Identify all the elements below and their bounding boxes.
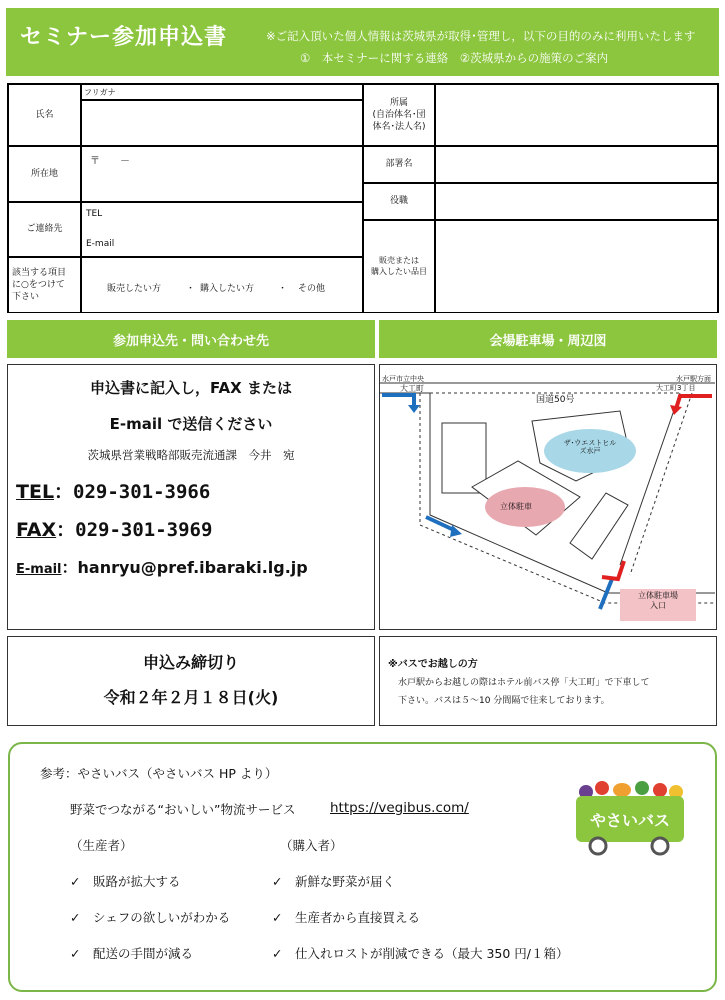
applicable-line1: 該当する項目 <box>12 267 67 278</box>
producer-item <box>70 872 181 890</box>
yasai-bus-logo-text: やさいバス <box>589 811 670 830</box>
applicable-label-cell <box>8 257 81 313</box>
fax-number-label: FAX <box>16 519 57 541</box>
department-label-cell <box>363 146 435 183</box>
fax-number[interactable]: ：029-301-3969 <box>56 519 213 541</box>
address-label-cell <box>8 146 81 202</box>
application-form <box>7 83 719 313</box>
tel-label: TEL <box>86 209 103 219</box>
contact-instruction-2: E-mail で送信ください <box>109 415 273 433</box>
postal-mark: 〒 － <box>90 156 130 167</box>
deadline-box <box>7 636 375 726</box>
department-field[interactable] <box>435 146 718 183</box>
map-box <box>379 364 717 630</box>
contact-label: ご連絡先 <box>26 224 63 235</box>
privacy-purposes: ① 本セミナーに関する連絡 ②茨城県からの施策のご案内 <box>300 51 609 65</box>
deadline-title: 申込み締切り <box>142 653 239 672</box>
applicable-line2: に○をつけて <box>12 279 65 290</box>
email-label: E-mail <box>86 239 115 249</box>
option-sell[interactable]: 販売したい方 <box>107 284 162 294</box>
email-address-label: E-mail <box>16 562 62 577</box>
products-field[interactable] <box>435 220 718 313</box>
name-field[interactable] <box>81 100 363 146</box>
affiliation-line3: 体名･法人名) <box>372 122 426 133</box>
bus-line2: 下さい。バスは５～10 分間隔で往来しております。 <box>398 696 610 706</box>
buyer-item <box>272 908 420 926</box>
contact-instruction-1: 申込書に記入し，FAX または <box>90 379 292 397</box>
reference-box <box>8 742 717 992</box>
department-label: 部署名 <box>385 159 413 170</box>
position-label-cell <box>363 183 435 220</box>
producer-item-text: 販路が拡大する <box>93 874 181 889</box>
bus-line1: 水戸駅からお越しの際はホテル前バス停「大工町」で下車して <box>398 678 650 688</box>
map-label-daikumachi: 大工町 <box>400 384 424 393</box>
entrance-label-line1: 立体駐車場 <box>638 591 678 600</box>
map-section-header: 会場駐車場・周辺図 <box>379 320 717 358</box>
affiliation-label-cell <box>363 84 435 146</box>
map-label-left: 水戸市立中央 <box>382 375 424 383</box>
furigana-label: フリガナ <box>84 88 116 97</box>
producers-header: （生産者） <box>70 838 133 853</box>
check-icon: ✓ <box>70 946 81 961</box>
check-icon: ✓ <box>272 910 283 925</box>
address-label: 所在地 <box>30 168 58 179</box>
producer-item-text: 配送の手間が減る <box>93 946 194 961</box>
building <box>570 493 628 559</box>
deadline-date: 令和２年２月１８日(火) <box>103 688 279 707</box>
parking-label: 立体駐車 <box>500 502 532 511</box>
contact-field[interactable] <box>81 202 363 257</box>
bus-info-box <box>379 636 717 726</box>
option-buy[interactable]: 購入したい方 <box>200 284 255 294</box>
blue-arrow-icon <box>600 579 612 609</box>
name-label: 氏名 <box>35 109 54 120</box>
bus-title: ※バスでお越しの方 <box>388 659 478 670</box>
map-label-right: 大工町3丁目 <box>656 384 696 392</box>
buyer-item <box>272 872 395 890</box>
buyer-item <box>272 944 569 962</box>
position-field[interactable] <box>435 183 718 220</box>
reference-url[interactable]: https://vegibus.com/ <box>330 800 469 816</box>
privacy-note: ※ご記入頂いた個人情報は茨城県が取得･管理し，以下の目的のみに利用いたします <box>266 29 696 43</box>
reference-title: 参考：やさいバス（やさいバス HP より） <box>40 766 278 781</box>
email-address[interactable]: ：hanryu@pref.ibaraki.lg.jp <box>61 558 308 577</box>
buyer-item-text: 仕入れロストが削減できる（最大 350 円/１箱） <box>295 946 569 961</box>
furigana-field[interactable] <box>81 84 363 100</box>
map-label-right-top: 水戸駅方面 <box>676 375 711 383</box>
contact-section-header: 参加申込先・問い合わせ先 <box>7 320 375 358</box>
tel-number-label: TEL <box>16 481 55 503</box>
products-line1: 販売または <box>379 255 419 265</box>
hotel-label <box>554 439 626 456</box>
map-road-label: 国道50号 <box>536 395 575 405</box>
option-dot: ・ <box>186 284 196 294</box>
producer-item-text: シェフの欲しいがわかる <box>93 910 231 925</box>
option-other[interactable]: その他 <box>298 284 326 294</box>
entrance-label <box>620 591 696 612</box>
check-icon: ✓ <box>272 874 283 889</box>
producer-item <box>70 944 193 962</box>
hotel-label-line2: ズ水戸 <box>579 447 601 456</box>
contact-box <box>7 364 375 630</box>
buyers-header: （購入者） <box>280 838 343 853</box>
option-dot: ・ <box>278 284 288 294</box>
buyer-item-text: 新鮮な野菜が届く <box>295 874 396 889</box>
hotel-label-line1: ザ･ウエストヒル <box>563 439 617 447</box>
affiliation-line1: 所属 <box>389 97 408 108</box>
reference-tagline: 野菜でつながる“おいしい”物流サービス <box>70 802 296 817</box>
affiliation-line2: (自治体名･団 <box>372 109 426 120</box>
entrance-label-line2: 入口 <box>650 601 666 611</box>
check-icon: ✓ <box>70 874 81 889</box>
affiliation-field[interactable] <box>435 84 718 146</box>
address-field[interactable] <box>81 146 363 202</box>
producer-item <box>70 908 230 926</box>
contact-label-cell <box>8 202 81 257</box>
contact-department: 茨城県営業戦略部販売流通課 今井 宛 <box>87 448 295 462</box>
check-icon: ✓ <box>272 946 283 961</box>
buyer-item-text: 生産者から直接買える <box>295 910 421 925</box>
position-label: 役職 <box>389 196 408 207</box>
form-title: セミナー参加申込書 <box>20 25 228 50</box>
products-line2: 購入したい品目 <box>371 266 427 276</box>
applicable-line3: 下さい <box>12 292 40 303</box>
name-label-cell <box>8 84 81 146</box>
products-label-cell <box>363 220 435 313</box>
tel-number[interactable]: ：029-301-3966 <box>54 481 211 503</box>
check-icon: ✓ <box>70 910 81 925</box>
applicable-options <box>81 257 363 313</box>
